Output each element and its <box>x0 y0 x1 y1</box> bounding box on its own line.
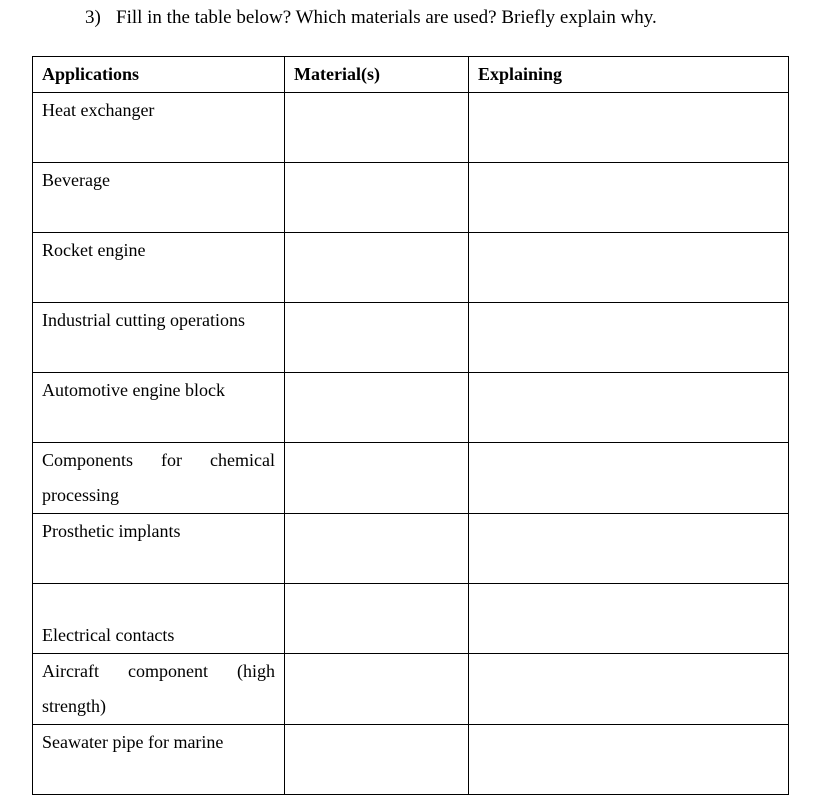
explaining-cell[interactable] <box>469 584 789 654</box>
table-row <box>33 303 789 373</box>
table-row <box>33 93 789 163</box>
application-cell: Seawater pipe for marine <box>33 725 285 795</box>
materials-cell[interactable] <box>285 233 469 303</box>
application-cell: Prosthetic implants <box>33 514 285 584</box>
application-cell: Aircraft component (high strength) <box>33 654 285 725</box>
application-cell: Industrial cutting operations <box>33 303 285 373</box>
explaining-cell[interactable] <box>469 233 789 303</box>
application-cell: Electrical contacts <box>33 584 285 654</box>
explaining-cell[interactable] <box>469 163 789 233</box>
question-text: Fill in the table below? Which materials are used? Briefly explain why. <box>116 7 657 28</box>
explaining-cell[interactable] <box>469 725 789 795</box>
materials-cell[interactable] <box>285 654 469 725</box>
explaining-cell[interactable] <box>469 93 789 163</box>
table-header-row <box>33 57 789 93</box>
explaining-cell[interactable] <box>469 654 789 725</box>
explaining-cell[interactable] <box>469 373 789 443</box>
application-cell: Automotive engine block <box>33 373 285 443</box>
header-applications: Applications <box>33 57 285 93</box>
table-row <box>33 163 789 233</box>
materials-cell[interactable] <box>285 303 469 373</box>
application-cell: Beverage <box>33 163 285 233</box>
materials-table <box>32 56 789 795</box>
table-row <box>33 233 789 303</box>
table-row <box>33 654 789 725</box>
materials-cell[interactable] <box>285 163 469 233</box>
table-row <box>33 373 789 443</box>
table-row <box>33 725 789 795</box>
materials-cell[interactable] <box>285 514 469 584</box>
explaining-cell[interactable] <box>469 514 789 584</box>
explaining-cell[interactable] <box>469 443 789 514</box>
header-explaining: Explaining <box>469 57 789 93</box>
application-cell: Rocket engine <box>33 233 285 303</box>
materials-cell[interactable] <box>285 584 469 654</box>
table-row <box>33 584 789 654</box>
explaining-cell[interactable] <box>469 303 789 373</box>
table-row <box>33 443 789 514</box>
materials-cell[interactable] <box>285 725 469 795</box>
application-cell: Components for chemical processing <box>33 443 285 514</box>
table-row <box>33 514 789 584</box>
header-materials: Material(s) <box>285 57 469 93</box>
question-heading <box>85 5 657 31</box>
materials-cell[interactable] <box>285 373 469 443</box>
materials-cell[interactable] <box>285 93 469 163</box>
question-number: 3) <box>85 7 101 28</box>
materials-cell[interactable] <box>285 443 469 514</box>
application-cell: Heat exchanger <box>33 93 285 163</box>
